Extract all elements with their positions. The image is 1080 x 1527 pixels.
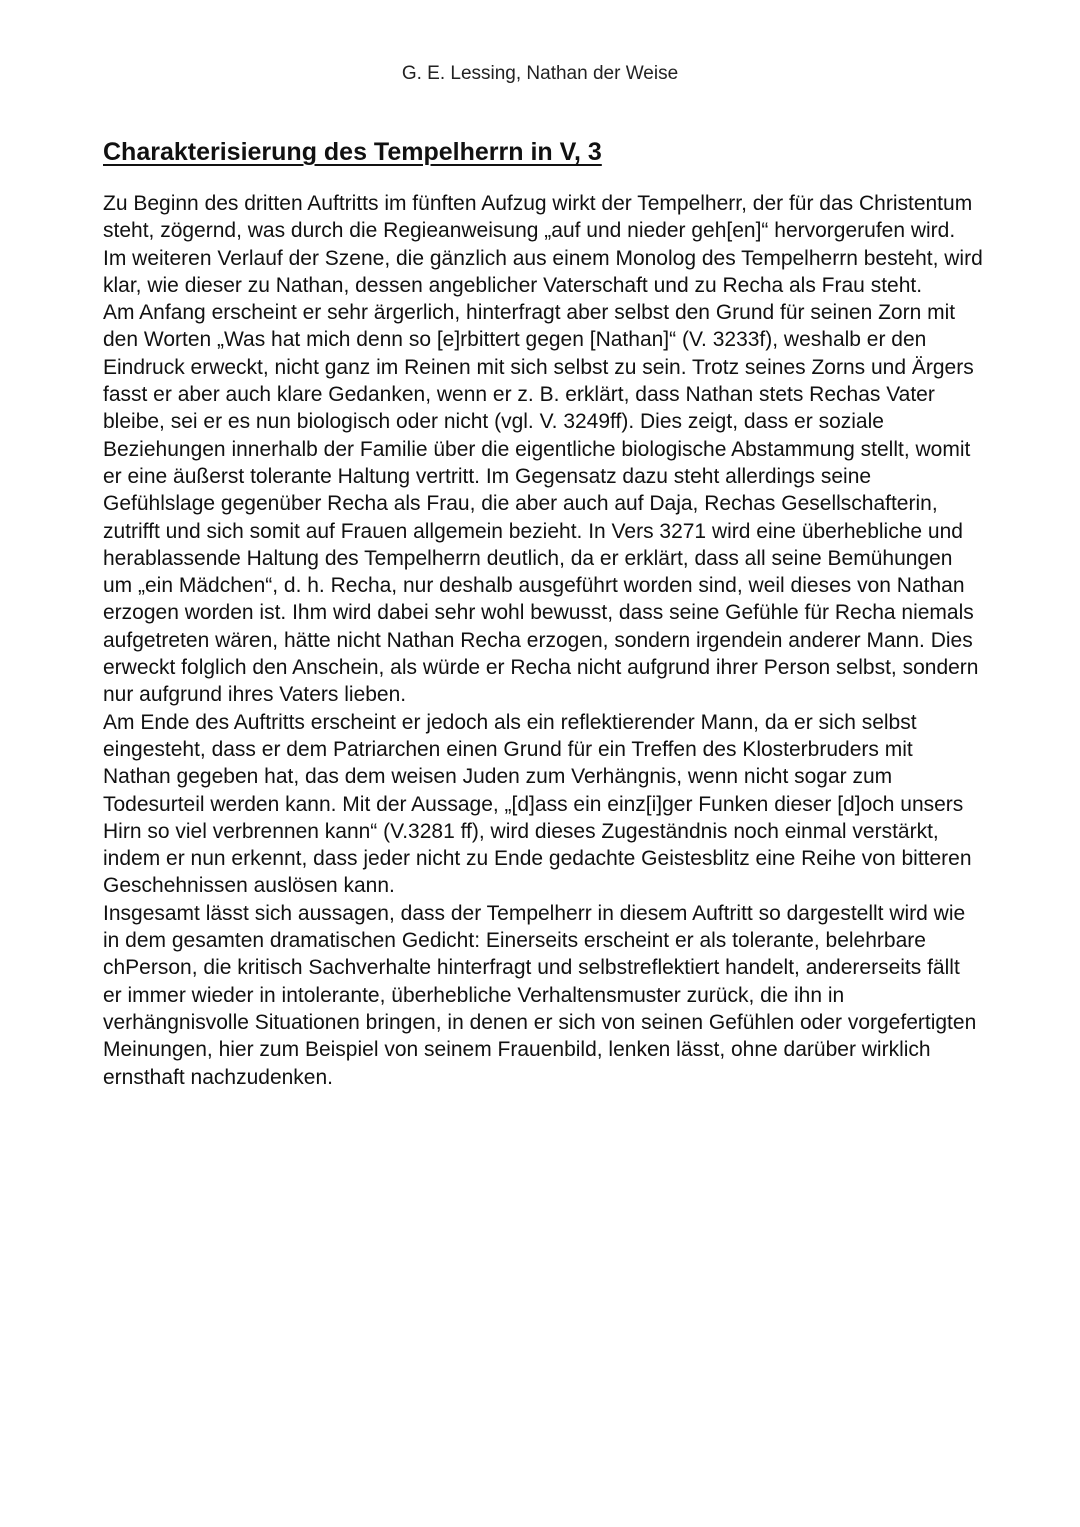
document-title: Charakterisierung des Tempelherrn in V, 3 bbox=[103, 138, 602, 166]
paragraph-reflection: Am Ende des Auftritts erscheint er jedoch als ein reflektierender Mann, da er sich selbst eingesteht, dass er dem Patriarchen einen Grund für ein Treffen des Klosterbruders mit Nathan gegeben hat, das dem weisen Juden zum Verhängnis, wenn nicht sogar zum Todesurteil werden kann. Mit der Aussage, „[d]ass ein einz[i]ger Funken dieser [d]och unsers Hirn so viel verbrennen kann“ (V.3281 ff), wird dieses Zugeständnis noch einmal verstärkt, indem er nun erkennt, dass jeder nicht zu Ende gedachte Geistesblitz eine Reihe von bitteren Geschehnissen auslösen kann. bbox=[103, 710, 972, 898]
paragraph-intro: Zu Beginn des dritten Auftritts im fünften Aufzug wirkt der Tempelherr, der für das Christentum steht, zögernd, was durch die Regieanweisung „auf und nieder geh[en]“ hervorgerufen wird. Im weiteren Verlauf der Szene, die gänzlich aus einem Monolog des Tempelherrn besteht, wird klar, wie dieser zu Nathan, dessen angeblicher Vaterschaft und zu Recha als Frau steht. bbox=[103, 192, 983, 297]
document-body bbox=[103, 190, 983, 1091]
running-header: G. E. Lessing, Nathan der Weise bbox=[401, 63, 679, 84]
paragraph-analysis: Am Anfang erscheint er sehr ärgerlich, hinterfragt aber selbst den Grund für seinen Zorn mit den Worten „Was hat mich denn so [e]rbittert gegen [Nathan]“ (V. 3233f), weshalb er den Eindruck erweckt, nicht ganz im Reinen mit sich selbst zu sein. Trotz seines Zorns und Ärgers fasst er aber auch klare Gedanken, wenn er z. B. erklärt, dass Nathan stets Rechas Vater bleibe, sei er es nun biologisch oder nicht (vgl. V. 3249ff). Dies zeigt, dass er soziale Beziehungen innerhalb der Familie über die eigentliche biologische Abstammung stellt, womit er eine äußerst tolerante Haltung vertritt. Im Gegensatz dazu steht allerdings seine Gefühlslage gegenüber Recha als Frau, die aber auch auf Daja, Rechas Gesellschafterin, zutrifft und sich somit auf Frauen allgemein bezieht. In Vers 3271 wird eine überhebliche und herablassende Haltung des Tempelherrn deutlich, da er erklärt, dass all seine Bemühungen um „ein Mädchen“, d. h. Recha, nur deshalb ausgeführt worden sind, weil dieses von Nathan erzogen worden ist. Ihm wird dabei sehr wohl bewusst, dass seine Gefühle für Recha niemals aufgetreten wären, hätte nicht Nathan Recha erzogen, sondern irgendein anderer Mann. Dies erweckt folglich den Anschein, als würde er Recha nicht aufgrund ihrer Person selbst, sondern nur aufgrund ihres Vaters lieben. bbox=[103, 301, 979, 707]
paragraph-conclusion: Insgesamt lässt sich aussagen, dass der Tempelherr in diesem Auftritt so dargestellt wird wie in dem gesamten dramatischen Gedicht: Einerseits erscheint er als tolerante, belehrbare chPerson, die kritisch Sachverhalte hinterfragt und selbstreflektiert handelt, andererseits fällt er immer wieder in intolerante, überhebliche Verhaltensmuster zurück, die ihn in verhängnisvolle Situationen bringen, in denen er sich von seinen Gefühlen oder vorgefertigten Meinungen, hier zum Beispiel von seinem Frauenbild, lenken lässt, ohne darüber wirklich ernsthaft nachzudenken. bbox=[103, 901, 977, 1089]
